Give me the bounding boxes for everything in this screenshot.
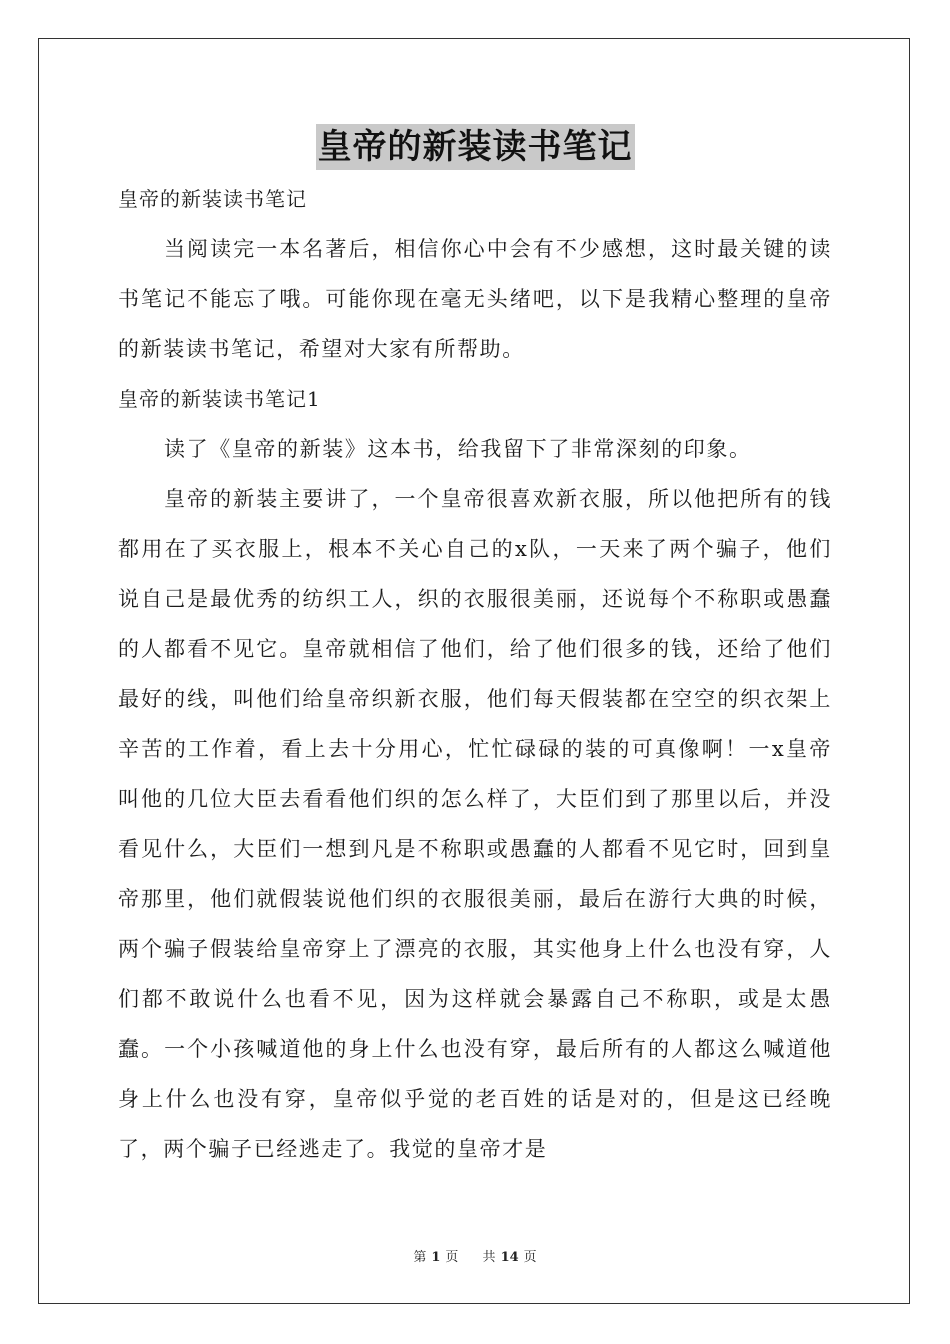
document-body [118,174,832,1174]
intro-paragraph: 当阅读完一本名著后，相信你心中会有不少感想，这时最关键的读书笔记不能忘了哦。可能你现在毫无头绪吧，以下是我精心整理的皇帝的新装读书笔记，希望对大家有所帮助。 [118,237,832,361]
total-count: 14 [500,1250,519,1265]
document-title: 皇帝的新装读书笔记 [316,124,635,170]
page-footer [0,1246,950,1265]
total-suffix: 页 [523,1250,537,1265]
title-container [0,124,950,170]
page-total [478,1250,542,1265]
section-1-paragraph-2: 皇帝的新装主要讲了，一个皇帝很喜欢新衣服，所以他把所有的钱都用在了买衣服上，根本不关心自己的x队，一天来了两个骗子，他们说自己是最优秀的纺织工人，织的衣服很美丽，还说每个不称职或愚蠢的人都看不见它。皇帝就相信了他们，给了他们很多的钱，还给了他们最好的线，叫他们给皇帝织新衣服，他们每天假装都在空空的织衣架上辛苦的工作着，看上去十分用心，忙忙碌碌的装的可真像啊！一x皇帝叫他的几位大臣去看看他们织的怎么样了，大臣们到了那里以后，并没看见什么，大臣们一想到凡是不称职或愚蠢的人都看不见它时，回到皇帝那里，他们就假装说他们织的衣服很美丽，最后在游行大典的时候，两个骗子假装给皇帝穿上了漂亮的衣服，其实他身上什么也没有穿，人们都不敢说什么也看不见，因为这样就会暴露自己不称职，或是太愚蠢。一个小孩喊道他的身上什么也没有穿，最后所有的人都这么喊道他身上什么也没有穿，皇帝似乎觉的老百姓的话是对的，但是这已经晚了，两个骗子已经逃走了。我觉的皇帝才是 [118,487,832,1161]
page-suffix: 页 [445,1250,459,1265]
page-prefix: 第 [413,1250,427,1265]
page-number [408,1250,463,1265]
page-current: 1 [431,1250,441,1265]
section-1-paragraph-1: 读了《皇帝的新装》这本书，给我留下了非常深刻的印象。 [164,437,752,461]
total-prefix: 共 [482,1250,496,1265]
intro-heading: 皇帝的新装读书笔记 [118,187,307,211]
section-heading-1: 皇帝的新装读书笔记1 [118,387,321,411]
